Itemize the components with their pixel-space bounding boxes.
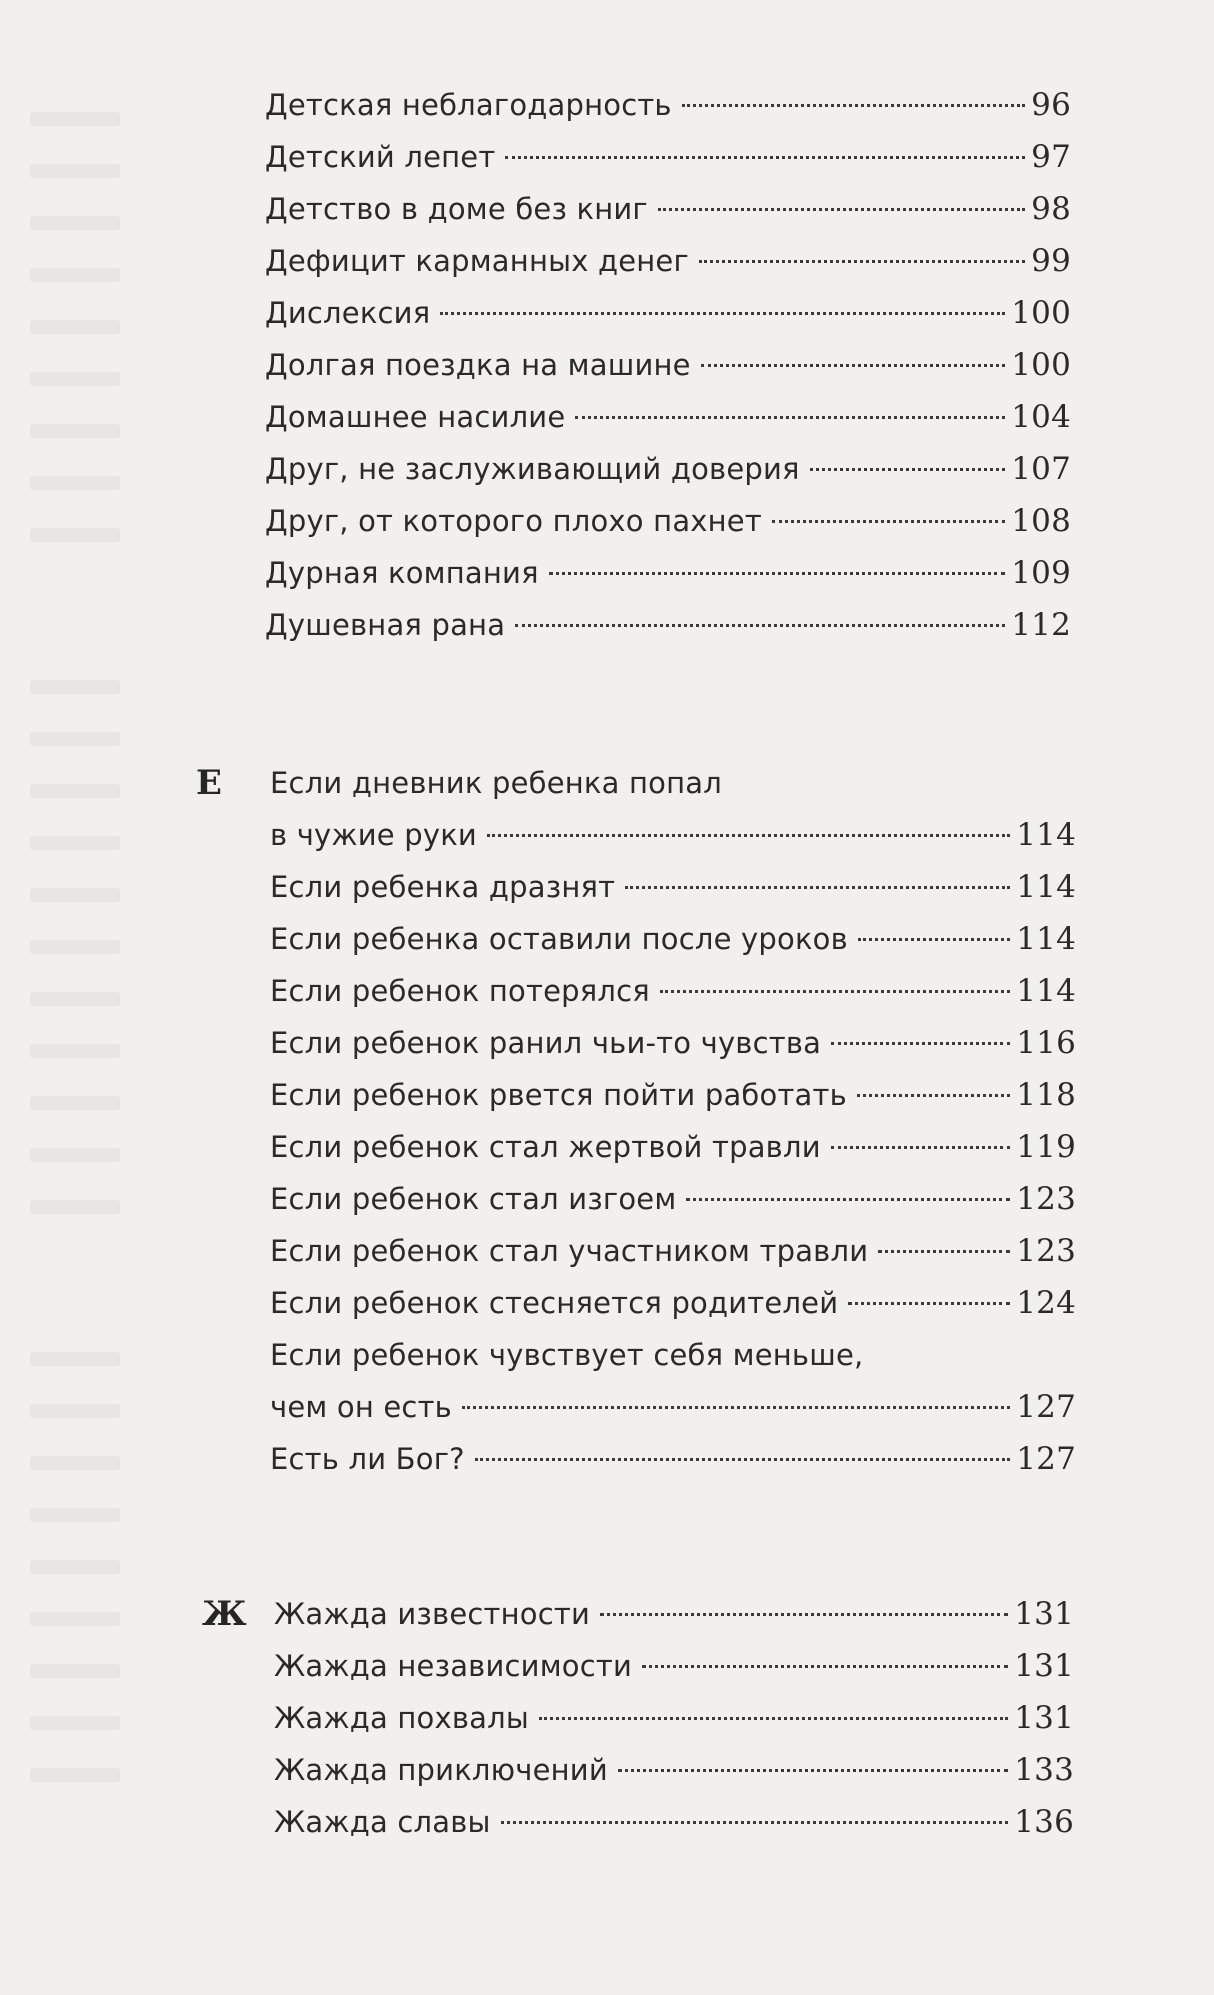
bleed-through-mark <box>30 320 120 334</box>
dot-leader <box>475 1458 1010 1461</box>
entry-page-number: 107 <box>1011 451 1071 487</box>
toc-entry <box>274 1744 1074 1796</box>
entry-page-number: 96 <box>1031 87 1071 123</box>
dot-leader <box>505 156 1025 159</box>
dot-leader <box>878 1250 1010 1253</box>
dot-leader <box>858 938 1010 941</box>
toc-entry <box>265 287 1071 339</box>
entry-title: Если ребенок стал изгоем <box>270 1182 677 1216</box>
dot-leader <box>642 1665 1008 1668</box>
bleed-through-mark <box>30 1352 120 1366</box>
bleed-through-mark <box>30 888 120 902</box>
dot-leader <box>857 1094 1010 1097</box>
entry-title: Детство в доме без книг <box>265 192 648 226</box>
bleed-through-mark <box>30 732 120 746</box>
dot-leader <box>618 1769 1008 1772</box>
entry-title: Дислексия <box>265 296 431 330</box>
bleed-through-mark <box>30 680 120 694</box>
dot-leader <box>810 468 1006 471</box>
entry-page-number: 100 <box>1011 347 1071 383</box>
dot-leader <box>848 1302 1010 1305</box>
dot-leader <box>831 1146 1010 1149</box>
entry-title: Друг, не заслуживающий доверия <box>265 452 800 486</box>
toc-entry <box>265 235 1071 287</box>
toc-entry <box>265 79 1071 131</box>
entry-page-number: 136 <box>1014 1804 1074 1840</box>
bleed-through-mark <box>30 1404 120 1418</box>
dot-leader <box>487 834 1010 837</box>
entry-page-number: 133 <box>1014 1752 1074 1788</box>
entry-title: Если ребенок стал жертвой травли <box>270 1130 821 1164</box>
bleed-through-mark <box>30 476 120 490</box>
dot-leader <box>539 1717 1008 1720</box>
entry-page-number: 97 <box>1031 139 1071 175</box>
entry-title: Если дневник ребенка попал <box>270 766 722 800</box>
dot-leader <box>501 1821 1009 1824</box>
entry-page-number: 114 <box>1016 973 1076 1009</box>
entry-title: Если ребенка оставили после уроков <box>270 922 848 956</box>
entry-page-number: 100 <box>1011 295 1071 331</box>
bleed-through-mark <box>30 216 120 230</box>
toc-entry <box>274 1796 1074 1848</box>
toc-entry <box>270 1277 1076 1329</box>
entry-page-number: 118 <box>1016 1077 1076 1113</box>
toc-entry <box>270 809 1076 861</box>
entry-title: Если ребенок ранил чьи-то чувства <box>270 1026 822 1060</box>
toc-entry <box>265 495 1071 547</box>
toc-entries <box>274 1588 1074 1848</box>
bleed-through-mark <box>30 164 120 178</box>
bleed-through-mark <box>30 268 120 282</box>
entry-title: Жажда известности <box>274 1597 590 1631</box>
entry-title: Детская неблагодарность <box>265 88 672 122</box>
dot-leader <box>701 364 1006 367</box>
bleed-through-mark <box>30 1148 120 1162</box>
toc-entry <box>270 861 1076 913</box>
section-letter: Ж <box>202 1594 247 1634</box>
dot-leader <box>462 1406 1010 1409</box>
dot-leader <box>772 520 1005 523</box>
toc-entry <box>265 443 1071 495</box>
entry-page-number: 124 <box>1016 1285 1076 1321</box>
dot-leader <box>600 1613 1008 1616</box>
entry-page-number: 131 <box>1014 1648 1074 1684</box>
entry-title-continuation: в чужие руки <box>270 818 477 852</box>
toc-entry <box>270 1017 1076 1069</box>
toc-entries <box>265 79 1071 651</box>
toc-entries <box>270 757 1076 1485</box>
toc-entry <box>270 913 1076 965</box>
toc-entry <box>265 339 1071 391</box>
dot-leader <box>660 990 1010 993</box>
bleed-through-mark <box>30 1456 120 1470</box>
bleed-through-mark <box>30 112 120 126</box>
toc-entry <box>274 1640 1074 1692</box>
bleed-through-mark <box>30 1664 120 1678</box>
entry-page-number: 104 <box>1011 399 1071 435</box>
bleed-through-mark <box>30 992 120 1006</box>
bleed-through-mark <box>30 1768 120 1782</box>
entry-page-number: 116 <box>1016 1025 1076 1061</box>
bleed-through-mark <box>30 836 120 850</box>
bleed-through-mark <box>30 1200 120 1214</box>
bleed-through-mark <box>30 372 120 386</box>
entry-title: Жажда славы <box>274 1805 491 1839</box>
entry-page-number: 112 <box>1011 607 1071 643</box>
entry-title: Детский лепет <box>265 140 496 174</box>
entry-title: Жажда независимости <box>274 1649 633 1683</box>
entry-page-number: 127 <box>1016 1441 1076 1477</box>
dot-leader <box>515 624 1005 627</box>
entry-title: Жажда приключений <box>274 1753 608 1787</box>
dot-leader <box>575 416 1005 419</box>
entry-page-number: 131 <box>1014 1596 1074 1632</box>
entry-page-number: 109 <box>1011 555 1071 591</box>
toc-entry <box>270 1173 1076 1225</box>
entry-page-number: 131 <box>1014 1700 1074 1736</box>
bleed-through-mark <box>30 528 120 542</box>
entry-page-number: 108 <box>1011 503 1071 539</box>
bleed-through-mark <box>30 1044 120 1058</box>
entry-title: Есть ли Бог? <box>270 1442 465 1476</box>
dot-leader <box>831 1042 1010 1045</box>
entry-title: Если ребенок стесняется родителей <box>270 1286 839 1320</box>
toc-entry <box>265 183 1071 235</box>
toc-entry <box>270 965 1076 1017</box>
toc-entry <box>270 1381 1076 1433</box>
bleed-through-mark <box>30 1716 120 1730</box>
dot-leader <box>682 104 1025 107</box>
bleed-through-mark <box>30 1508 120 1522</box>
entry-title: Если ребенок стал участником травли <box>270 1234 869 1268</box>
bleed-through-mark <box>30 940 120 954</box>
dot-leader <box>549 572 1005 575</box>
entry-page-number: 119 <box>1016 1129 1076 1165</box>
section-letter: Е <box>196 763 222 803</box>
dot-leader <box>699 260 1025 263</box>
entry-title: Если ребенок чувствует себя меньше, <box>270 1338 864 1372</box>
entry-title: Жажда похвалы <box>274 1701 529 1735</box>
toc-entry <box>270 1121 1076 1173</box>
entry-page-number: 114 <box>1016 817 1076 853</box>
entry-title: Друг, от которого плохо пахнет <box>265 504 762 538</box>
toc-entry <box>265 131 1071 183</box>
entry-page-number: 123 <box>1016 1233 1076 1269</box>
entry-page-number: 114 <box>1016 921 1076 957</box>
toc-entry <box>265 599 1071 651</box>
entry-page-number: 99 <box>1031 243 1071 279</box>
entry-title: Если ребенок потерялся <box>270 974 650 1008</box>
dot-leader <box>658 208 1025 211</box>
entry-title: Дурная компания <box>265 556 539 590</box>
entry-title: Душевная рана <box>265 608 506 642</box>
dot-leader <box>625 886 1010 889</box>
entry-page-number: 98 <box>1031 191 1071 227</box>
entry-title: Домашнее насилие <box>265 400 566 434</box>
entry-title: Дефицит карманных денег <box>265 244 689 278</box>
toc-entry-first-line <box>270 757 1076 809</box>
toc-entry <box>270 1069 1076 1121</box>
toc-entry <box>270 1225 1076 1277</box>
toc-entry <box>265 391 1071 443</box>
bleed-through-mark <box>30 1096 120 1110</box>
bleed-through-mark <box>30 1612 120 1626</box>
toc-entry-first-line <box>270 1329 1076 1381</box>
dot-leader <box>686 1198 1010 1201</box>
toc-entry <box>265 547 1071 599</box>
entry-title: Если ребенка дразнят <box>270 870 616 904</box>
entry-title-continuation: чем он есть <box>270 1390 452 1424</box>
entry-page-number: 127 <box>1016 1389 1076 1425</box>
bleed-through-mark <box>30 1560 120 1574</box>
toc-entry <box>270 1433 1076 1485</box>
entry-title: Если ребенок рвется пойти работать <box>270 1078 847 1112</box>
entry-title: Долгая поездка на машине <box>265 348 691 382</box>
bleed-through-mark <box>30 424 120 438</box>
entry-page-number: 123 <box>1016 1181 1076 1217</box>
bleed-through-mark <box>30 784 120 798</box>
dot-leader <box>440 312 1005 315</box>
toc-entry <box>274 1692 1074 1744</box>
entry-page-number: 114 <box>1016 869 1076 905</box>
toc-entry <box>274 1588 1074 1640</box>
